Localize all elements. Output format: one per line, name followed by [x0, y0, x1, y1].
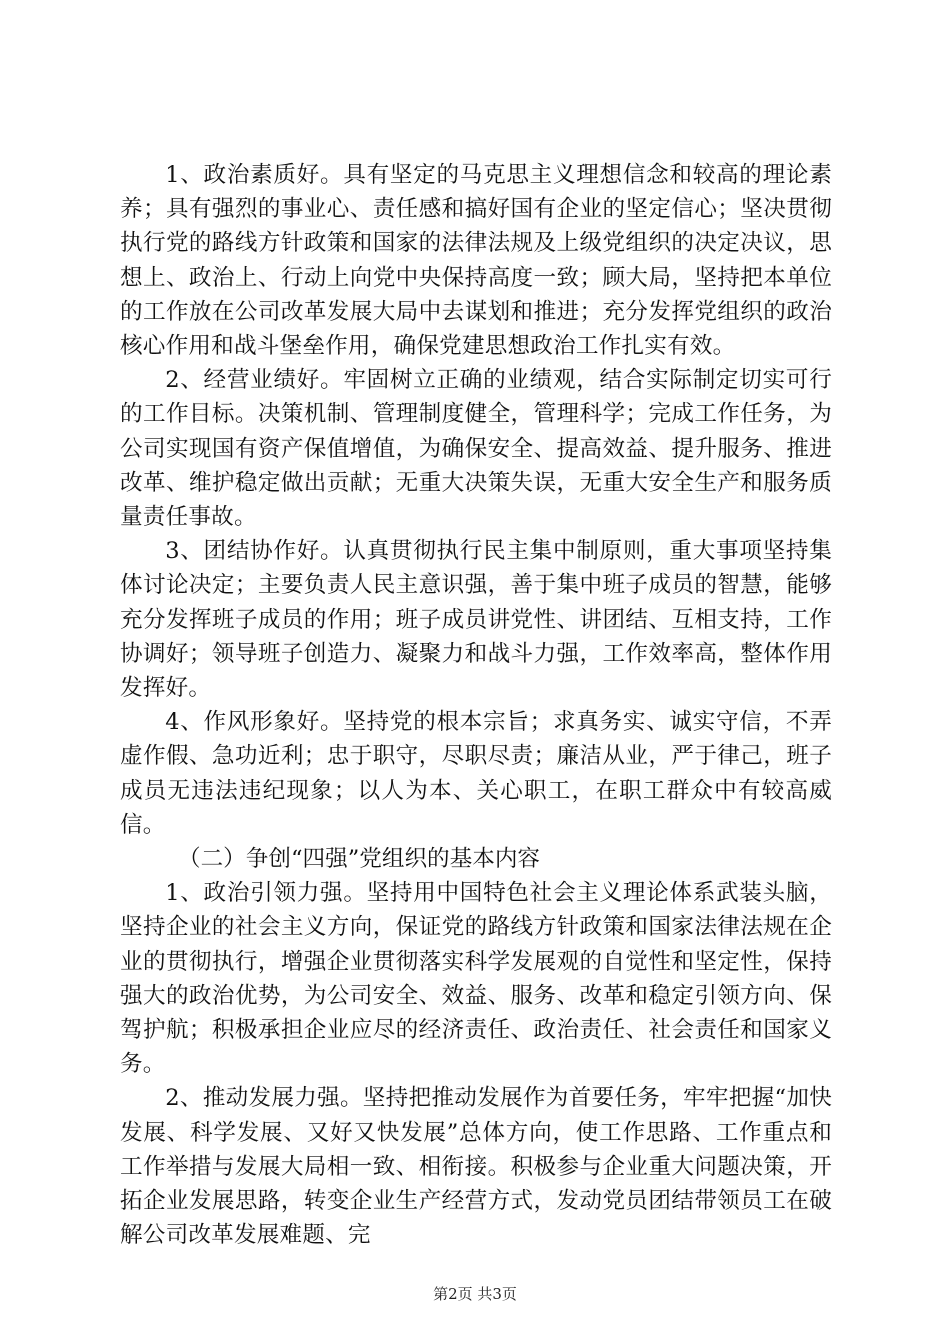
paragraph-work-style: 4、作风形象好。坚持党的根本宗旨；求真务实、诚实守信，不弄虚作假、急功近利；忠于职守，尽职尽责；廉洁从业，严于律己，班子成员无违法违纪现象；以人为本、关心职工，在职工群众中有较高威信。 [120, 709, 832, 838]
paragraph-business-performance: 2、经营业绩好。牢固树立正确的业绩观，结合实际制定切实可行的工作目标。决策机制、管理制度健全，管理科学；完成工作任务，为公司实现国有资产保值增值，为确保安全、提高效益、提升服务、推进改革、维护稳定做出贡献；无重大决策失误，无重大安全生产和服务质量责任事故。 [120, 367, 832, 531]
page-footer: 第2页 共3页 [433, 1285, 517, 1303]
document-body [120, 158, 832, 1253]
section-heading: （二）争创“四强”党组织的基本内容 [178, 846, 541, 873]
paragraph-political-leadership: 1、政治引领力强。坚持用中国特色社会主义理论体系武装头脑，坚持企业的社会主义方向，保证党的路线方针政策和国家法律法规在企业的贯彻执行，增强企业贯彻落实科学发展观的自觉性和坚定性，保持强大的政治优势，为公司安全、效益、服务、改革和稳定引领方向、保驾护航；积极承担企业应尽的经济责任、政治责任、社会责任和国家义务。 [120, 880, 832, 1078]
paragraph-driving-development: 2、推动发展力强。坚持把推动发展作为首要任务，牢牢把握“加快发展、科学发展、又好又快发展”总体方向，使工作思路、工作重点和工作举措与发展大局相一致、相衔接。积极参与企业重大问题决策，开拓企业发展思路，转变企业生产经营方式，发动党员团结带领员工在破解公司改革发展难题、完 [120, 1085, 832, 1249]
paragraph-political-quality: 1、政治素质好。具有坚定的马克思主义理想信念和较高的理论素养；具有强烈的事业心、责任感和搞好国有企业的坚定信心；坚决贯彻执行党的路线方针政策和国家的法律法规及上级党组织的决定决议，思想上、政治上、行动上向党中央保持高度一致；顾大局，坚持把本单位的工作放在公司改革发展大局中去谋划和推进；充分发挥党组织的政治核心作用和战斗堡垒作用，确保党建思想政治工作扎实有效。 [120, 162, 832, 360]
paragraph-unity-cooperation: 3、团结协作好。认真贯彻执行民主集中制原则，重大事项坚持集体讨论决定；主要负责人民主意识强，善于集中班子成员的智慧，能够充分发挥班子成员的作用；班子成员讲党性、讲团结、互相支持，工作协调好；领导班子创造力、凝聚力和战斗力强，工作效率高，整体作用发挥好。 [120, 538, 832, 702]
